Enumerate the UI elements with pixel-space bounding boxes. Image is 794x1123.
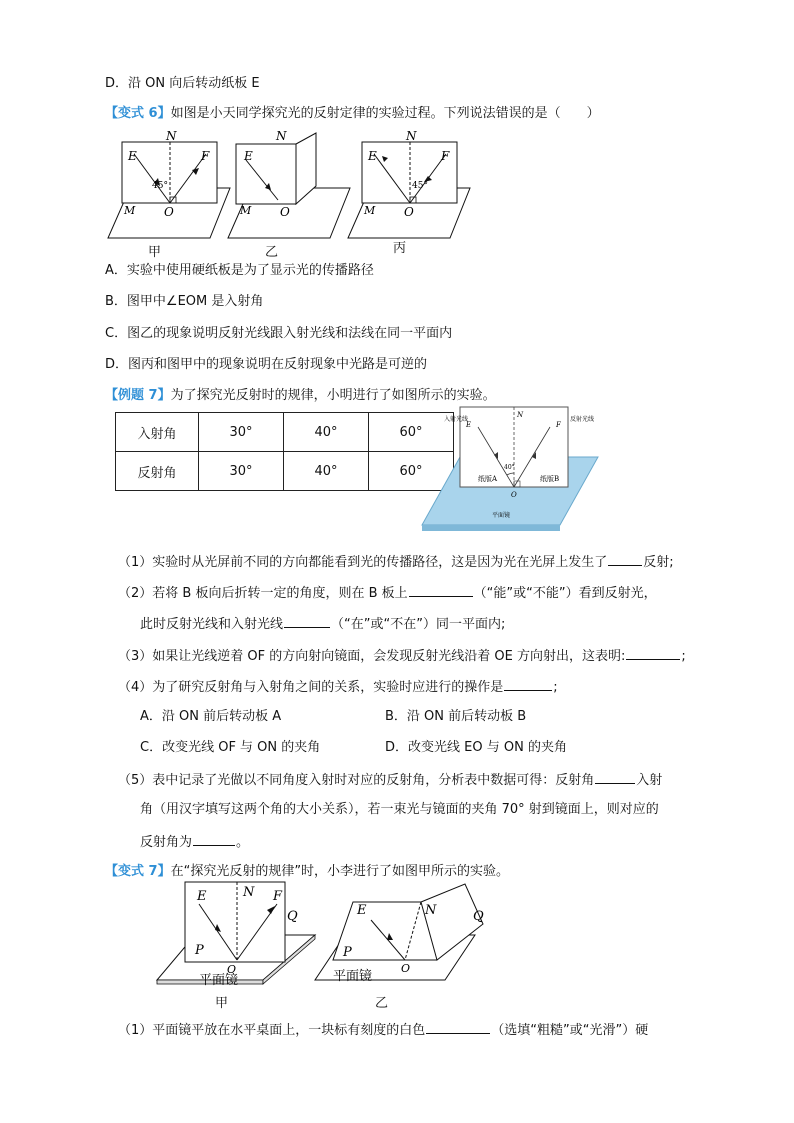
- label-board-b: 纸版B: [540, 475, 560, 483]
- angle-table: [115, 412, 454, 491]
- table-cell: 60°: [369, 413, 454, 452]
- label-angle: 45°: [152, 181, 168, 191]
- previous-option-d: D．沿 ON 向后转动纸板 E: [105, 76, 260, 91]
- label-angle: 40°: [504, 464, 515, 471]
- label-f: F: [273, 889, 283, 904]
- example7-q5: [118, 770, 662, 790]
- caption-jia: 甲: [215, 996, 229, 1011]
- q4-option-b: B．沿 ON 前后转动板 B: [385, 709, 527, 724]
- example7-q5-cont: 角（用汉字填写这两个角的大小关系），若一束光与镜面的夹角 70° 射到镜面上，则对应的: [140, 802, 659, 817]
- caption-jia: 甲: [148, 245, 162, 260]
- table-cell: 30°: [199, 413, 284, 452]
- label-n: N: [517, 411, 524, 419]
- example7-q2-cont: [140, 614, 505, 634]
- q3-text-end: ;: [681, 649, 686, 664]
- q5-answer-blank-1[interactable]: [595, 770, 635, 784]
- q2-answer-blank-2[interactable]: [284, 614, 330, 628]
- q2-text-mid: （“能”或“不能”）看到反射光，: [473, 586, 657, 601]
- q5-answer-blank-2[interactable]: [193, 832, 235, 846]
- variant7-tag: 【变式 7】: [105, 864, 171, 879]
- v7-q1-text: （1）平面镜平放在水平桌面上，一块标有刻度的白色: [118, 1023, 426, 1038]
- caption-bing: 丙: [393, 241, 407, 256]
- label-p: P: [343, 945, 352, 960]
- label-reflected-light: 反射光线: [570, 416, 595, 423]
- label-e: E: [368, 149, 377, 163]
- q3-text: （3）如果让光线逆着 OF 的方向射向镜面，会发现反射光线沿着 OE 方向射出，这表明:: [118, 649, 626, 664]
- variant6-figures: [100, 128, 480, 263]
- label-board-a: 纸版A: [478, 475, 498, 483]
- figure-jia: [157, 882, 315, 988]
- q5-period: 。: [236, 835, 250, 850]
- caption-yi: 乙: [375, 996, 389, 1011]
- figure-bing: [348, 129, 470, 238]
- label-o: O: [511, 491, 517, 499]
- example7-q3: [118, 646, 686, 666]
- label-o: O: [401, 962, 411, 975]
- example7-q2: [118, 583, 657, 603]
- q4-option-d: D．改变光线 EO 与 ON 的夹角: [385, 740, 567, 755]
- q4-option-a: A．沿 ON 前后转动板 A: [140, 709, 282, 724]
- table-row-label: 反射角: [116, 452, 199, 491]
- label-p: P: [195, 943, 204, 958]
- q3-answer-blank[interactable]: [626, 646, 680, 660]
- label-n: N: [425, 903, 437, 918]
- variant7-heading: [105, 863, 509, 881]
- label-f: F: [201, 149, 210, 163]
- table-cell: 40°: [284, 413, 369, 452]
- q4-option-c: C．改变光线 OF 与 ON 的夹角: [140, 740, 321, 755]
- label-e: E: [244, 149, 253, 163]
- table-row: [116, 413, 454, 452]
- table-cell: 40°: [284, 452, 369, 491]
- label-o: O: [404, 205, 414, 219]
- q2-text-cont: 此时反射光线和入射光线: [140, 617, 284, 632]
- q1-text: （1）实验时从光屏前不同的方向都能看到光的传播路径，这是因为光在光屏上发生了: [118, 555, 608, 570]
- label-o: O: [164, 205, 174, 219]
- v7-q1-answer-blank[interactable]: [426, 1020, 490, 1034]
- example7-stem: 为了探究光反射时的规律，小明进行了如图所示的实验。: [170, 388, 496, 403]
- table-cell: 30°: [199, 452, 284, 491]
- q1-answer-blank[interactable]: [608, 552, 642, 566]
- label-m: M: [240, 204, 252, 217]
- label-mirror: 平面镜: [333, 969, 373, 984]
- label-o: O: [227, 963, 237, 976]
- label-m: M: [124, 204, 136, 217]
- label-n: N: [166, 129, 177, 143]
- figure-yi: [228, 129, 350, 238]
- figure-yi: [315, 884, 484, 984]
- q2-text-end: （“在”或“不在”）同一平面内;: [331, 617, 506, 632]
- q2-text: （2）若将 B 板向后折转一定的角度，则在 B 板上: [118, 586, 408, 601]
- example7-figure: [420, 405, 602, 531]
- example7-heading: [105, 387, 496, 405]
- variant6-stem: 如图是小天同学探究光的反射定律的实验过程。下列说法错误的是（ ）: [170, 106, 600, 121]
- variant7-figures: [155, 880, 495, 995]
- label-e: E: [128, 149, 137, 163]
- label-mirror: 平面镜: [492, 512, 511, 519]
- q2-answer-blank-1[interactable]: [409, 583, 473, 597]
- variant6-option-a: A．实验中使用硬纸板是为了显示光的传播路径: [105, 263, 374, 278]
- label-q: Q: [287, 909, 298, 924]
- variant6-heading: [105, 105, 600, 123]
- label-o: O: [280, 205, 290, 219]
- table-row: [116, 452, 454, 491]
- variant6-option-b: B．图甲中∠EOM 是入射角: [105, 294, 264, 309]
- label-m: M: [364, 204, 376, 217]
- table-row-label: 入射角: [116, 413, 199, 452]
- label-mirror: 平面镜: [199, 973, 239, 988]
- label-f: F: [441, 149, 450, 163]
- q5-text: （5）表中记录了光做以不同角度入射时对应的反射角，分析表中数据可得：反射角: [118, 773, 595, 788]
- variant6-tag: 【变式 6】: [105, 106, 171, 121]
- example7-q5-end: [140, 832, 249, 852]
- label-n: N: [276, 129, 287, 143]
- q1-text-end: 反射;: [643, 555, 674, 570]
- variant7-stem: 在“探究光反射的规律”时，小李进行了如图甲所示的实验。: [170, 864, 510, 879]
- label-e: E: [357, 903, 367, 918]
- caption-yi: 乙: [265, 245, 279, 260]
- variant7-q1: [118, 1020, 648, 1040]
- q4-text: （4）为了研究反射角与入射角之间的关系，实验时应进行的操作是: [118, 680, 504, 695]
- example7-q1: [118, 552, 674, 572]
- v7-q1-text-end: （选填“粗糙”或“光滑”）硬: [491, 1023, 649, 1038]
- variant6-option-c: C．图乙的现象说明反射光线跟入射光线和法线在同一平面内: [105, 326, 453, 341]
- label-angle: 45°: [412, 181, 428, 191]
- table-cell: 60°: [369, 452, 454, 491]
- figure-jia: [108, 129, 230, 238]
- q4-answer-blank[interactable]: [504, 677, 552, 691]
- label-n: N: [406, 129, 417, 143]
- variant6-option-d: D．图丙和图甲中的现象说明在反射现象中光路是可逆的: [105, 357, 428, 372]
- example7-q4: [118, 677, 558, 697]
- q5-text-mid: 入射: [636, 773, 663, 788]
- label-incident-light: 入射光线: [444, 416, 469, 423]
- label-e: E: [197, 889, 207, 904]
- example7-tag: 【例题 7】: [105, 388, 171, 403]
- q4-text-end: ;: [553, 680, 558, 695]
- q5-text-end: 反射角为: [140, 835, 193, 850]
- label-n: N: [243, 885, 255, 900]
- label-e: E: [466, 421, 472, 429]
- label-q: Q: [473, 909, 484, 924]
- label-f: F: [556, 421, 561, 429]
